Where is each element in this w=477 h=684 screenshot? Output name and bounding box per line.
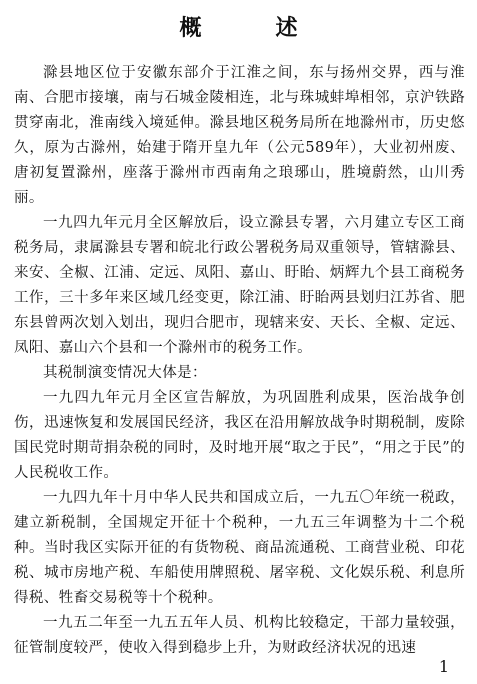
paragraph-1952-1955: 一九五二年至一九五五年人员、机构比较稳定，干部力量较强，征管制度较严，使收入得到稳步上升，为财政经济状况的迅速 (14, 615, 465, 656)
paragraph-liberation-bureau: 一九四九年元月全区解放后，设立滁县专署，六月建立专区工商税务局，隶属滁县专署和皖北行政公署税务局双重领导，管辖滁县、来安、全椒、江浦、定远、凤阳、嘉山、盱眙、炳辉九个县工商税务工作，三十多年来区域几经变更，除江浦、盱眙两县划归江苏省、肥东县曾两次划入划出，现归合肥市，现辖来安、天长、全椒、定远、凤阳、嘉山六个县和一个滁州市的税务工作。 (14, 215, 465, 356)
paragraph-1950-new-tax-system: 一九四九年十月中华人民共和国成立后，一九五〇年统一税政，建立新税制，全国规定开征十个税种，一九五三年调整为十二个税种。当时我区实际开征的有货物税、商品流通税、工商营业税、印花税、城市房地产税、车船使用牌照税、屠宰税、文化娱乐税、利息所得税、牲畜交易税等十个税种。 (14, 490, 465, 606)
body-text (14, 61, 465, 661)
paragraph-1949-liberation: 一九四九年元月全区宣告解放，为巩固胜利成果，医治战争创伤，迅速恢复和发展国民经济，我区在沿用解放战争时期税制，废除国民党时期苛捐杂税的同时，及时地开展“取之于民”，“用之于民”的人民税收工作。 (14, 390, 465, 481)
paragraph-location-history: 滁县地区位于安徽东部介于江淮之间，东与扬州交界，西与淮南、合肥市接壤，南与石城金陵相连，北与珠城蚌埠相邻，京沪铁路贯穿南北，淮南线入境延伸。滁县地区税务局所在地滁州市，历史悠久，原为古滁州，始建于隋开皇九年（公元589年），大业初州废、唐初复置滁州，座落于滁州市西南角之琅琊山，胜境蔚然，山川秀丽。 (14, 65, 465, 206)
paragraph-tax-evolution-intro: 其税制演变情况大体是： (43, 365, 207, 381)
page-number: 1 (438, 657, 449, 676)
page-title: 概 述 (179, 16, 324, 41)
